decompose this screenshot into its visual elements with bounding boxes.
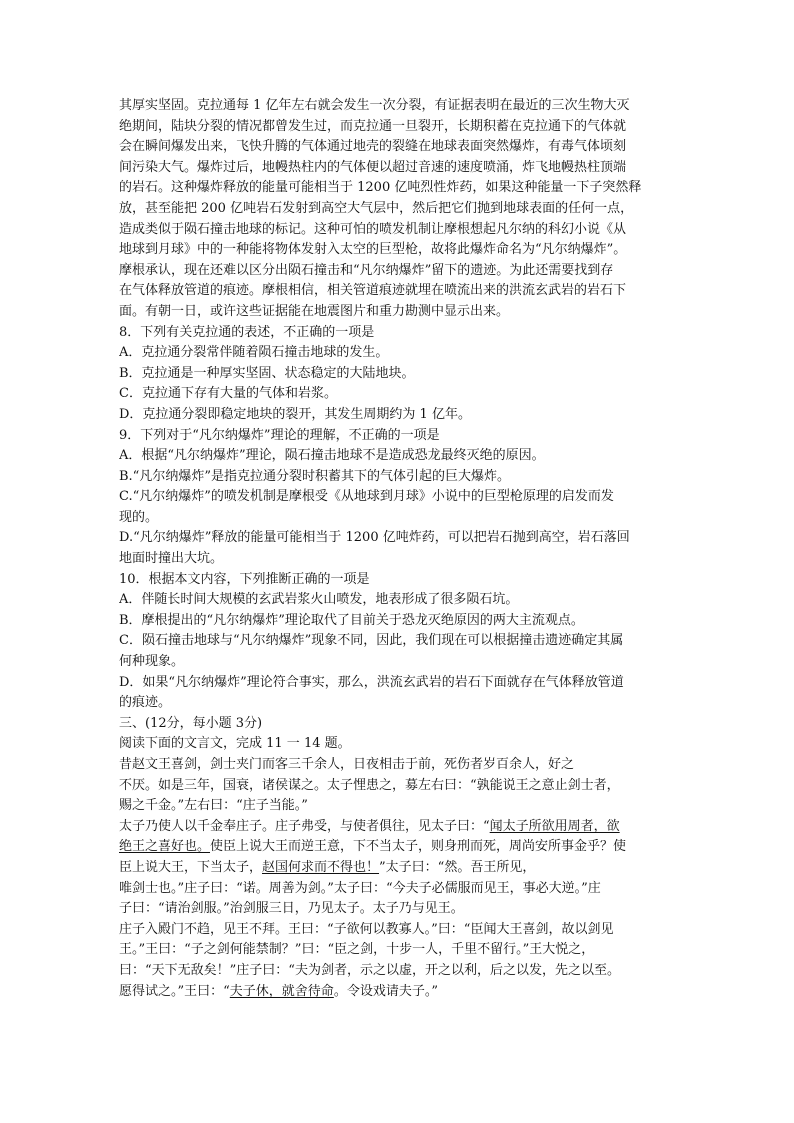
question-8-option-d: D．克拉通分裂即稳定地块的裂开，其发生周期约为 1 亿年。	[119, 406, 471, 422]
classical-line: 子曰：“请治剑服。”治剑服三日，乃见太子。太子乃与见王。	[119, 901, 464, 917]
question-9-option-d: D.“凡尔纳爆炸”释放的能量可能相当于 1200 亿吨炸药，可以把岩石抛到高空，岩石落回	[119, 530, 630, 546]
question-9-stem: 9．下列对于“凡尔纳爆炸”理论的理解，不正确的一项是	[119, 427, 440, 443]
classical-line	[119, 858, 679, 879]
classical-text	[119, 755, 679, 1002]
question-8-option-c: C．克拉通下存有大量的气体和岩浆。	[119, 386, 337, 402]
question-10-option-d: D．如果“凡尔纳爆炸”理论符合事实，那么，洪流玄武岩的岩石下面就存在气体释放管道	[119, 674, 624, 690]
passage-line: 面。有朝一日，或许这些证据能在地震图片和重力勘测中显示出来。	[119, 303, 510, 319]
reading-passage	[119, 96, 679, 323]
passage-line: 其厚实坚固。克拉通每 1 亿年左右就会发生一次分裂，有证据表明在最近的三次生物大灭	[119, 98, 630, 113]
text-run: 。令设戏请夫子。”	[333, 983, 438, 999]
passage-line: 间污染大气。爆炸过后，地幔热柱内的气体便以超过音速的速度喷涌，炸飞地幔热柱顶端	[119, 159, 627, 175]
passage-line: 会在瞬间爆发出来，飞快升腾的气体通过地壳的裂缝在地球表面突然爆炸，有毒气体顷刻	[119, 139, 627, 155]
underlined-sentence: 夫子休，就舍待命	[229, 983, 334, 999]
passage-line: 地球到月球》中的一种能将物体发射入太空的巨型枪，故将此爆炸命名为“凡尔纳爆炸”。	[119, 242, 627, 258]
question-9-option-c-cont: 现的。	[119, 509, 159, 525]
question-10-option-c-cont: 何种现象。	[119, 654, 185, 670]
text-run: 臣上说大王，下当太子，	[119, 859, 263, 875]
questions-block	[119, 323, 679, 714]
classical-line: 唯剑士也。”庄子曰：“诺。周善为剑。”太子曰：“今夫子必儒服而见王，事必大逆。”庄	[119, 880, 601, 896]
classical-line	[119, 817, 679, 838]
classical-line: 庄子入殿门不趋，见王不拜。王曰：“子欲何以教寡人。”曰：“臣闻大王喜剑，故以剑见	[119, 921, 614, 937]
text-run: ”太子曰：“然。吾王所见，	[379, 859, 536, 875]
question-9-option-a: A．根据“凡尔纳爆炸”理论，陨石撞击地球不是造成恐龙最终灭绝的原因。	[119, 448, 545, 464]
passage-line: 绝期间，陆块分裂的情况都曾发生过，而克拉通一旦裂开，长期积蓄在克拉通下的气体就	[119, 118, 627, 134]
passage-line: 摩根承认，现在还难以区分出陨石撞击和“凡尔纳爆炸”留下的遗迹。为此还需要找到存	[119, 262, 614, 278]
question-10-option-d-cont: 的痕迹。	[119, 695, 172, 711]
passage-line: 的岩石。这种爆炸释放的能量可能相当于 1200 亿吨烈性炸药，如果这种能量一下子突然释	[119, 180, 642, 196]
passage-line: 造成类似于陨石撞击地球的标记。这种可怕的喷发机制让摩根想起凡尔纳的科幻小说《从	[119, 221, 627, 237]
question-10-stem: 10．根据本文内容，下列推断正确的一项是	[119, 571, 370, 587]
question-10-option-b: B．摩根提出的“凡尔纳爆炸”理论取代了目前关于恐龙灭绝原因的两大主流观点。	[119, 612, 584, 628]
section-heading: 三、(12分，每小题 3分)	[119, 715, 263, 731]
question-9-option-b: B.“凡尔纳爆炸”是指克拉通分裂时积蓄其下的气体引起的巨大爆炸。	[119, 468, 510, 484]
question-8-stem: 8．下列有关克拉通的表述，不正确的一项是	[119, 324, 375, 340]
classical-line	[119, 982, 679, 1003]
classical-line: 昔赵文王喜剑，剑士夹门而客三千余人，日夜相击于前，死伤者岁百余人，好之	[119, 757, 575, 772]
passage-line: 在气体释放管道的痕迹。摩根相信，相关管道痕迹就埋在喷流出来的洪流玄武岩的岩石下	[119, 283, 627, 299]
question-8-option-a: A．克拉通分裂常伴随着陨石撞击地球的发生。	[119, 345, 389, 361]
section-instruction: 阅读下面的文言文，完成 11 一 14 题。	[119, 736, 351, 752]
classical-line: 王。”王曰：“子之剑何能禁制？”曰：“臣之剑，十步一人，千里不留行。”王大悦之，	[119, 942, 595, 958]
question-10-option-c: C．陨石撞击地球与“凡尔纳爆炸”现象不同，因此，我们现在可以根据撞击遗迹确定其属	[119, 633, 624, 649]
underlined-sentence: 闻太子所欲用周者，欲	[489, 818, 620, 834]
question-9-option-c: C.“凡尔纳爆炸”的喷发机制是摩根受《从地球到月球》小说中的巨型枪原理的启发而发	[119, 489, 614, 505]
classical-line: 不厌。如是三年，国衰，诸侯谋之。太子悝患之，募左右曰：“孰能说王之意止剑士者，	[119, 777, 620, 793]
question-8-option-b: B．克拉通是一种厚实坚固、状态稳定的大陆地块。	[119, 365, 415, 381]
text-run: 太子乃使人以千金奉庄子。庄子弗受，与使者俱往，见太子曰：“	[119, 818, 490, 834]
classical-line: 曰：“天下无敌矣！”庄子曰：“夫为剑者，示之以虚，开之以利，后之以发，先之以至。	[119, 962, 620, 978]
passage-line: 放，甚至能把 200 亿吨岩石发射到高空大气层中，然后把它们抛到地球表面的任何一点，	[119, 200, 634, 216]
question-9-option-d-cont: 地面时撞出大坑。	[119, 551, 224, 567]
classical-line	[119, 837, 679, 858]
document-page	[119, 96, 679, 1002]
text-run: 愿得试之。”王曰：“	[119, 983, 230, 999]
underlined-sentence: 绝王之喜好也。	[119, 839, 211, 855]
question-10-option-a: A．伴随长时间大规模的玄武岩浆火山喷发，地表形成了很多陨石坑。	[119, 592, 519, 608]
underlined-sentence: 赵国何求而不得也！	[262, 859, 380, 875]
classical-line: 赐之千金。”左右曰：“庄子当能。”	[119, 798, 308, 814]
text-run: 使臣上说大王而逆王意，下不当太子，则身刑而死，周尚安所事金乎？使	[210, 839, 627, 855]
